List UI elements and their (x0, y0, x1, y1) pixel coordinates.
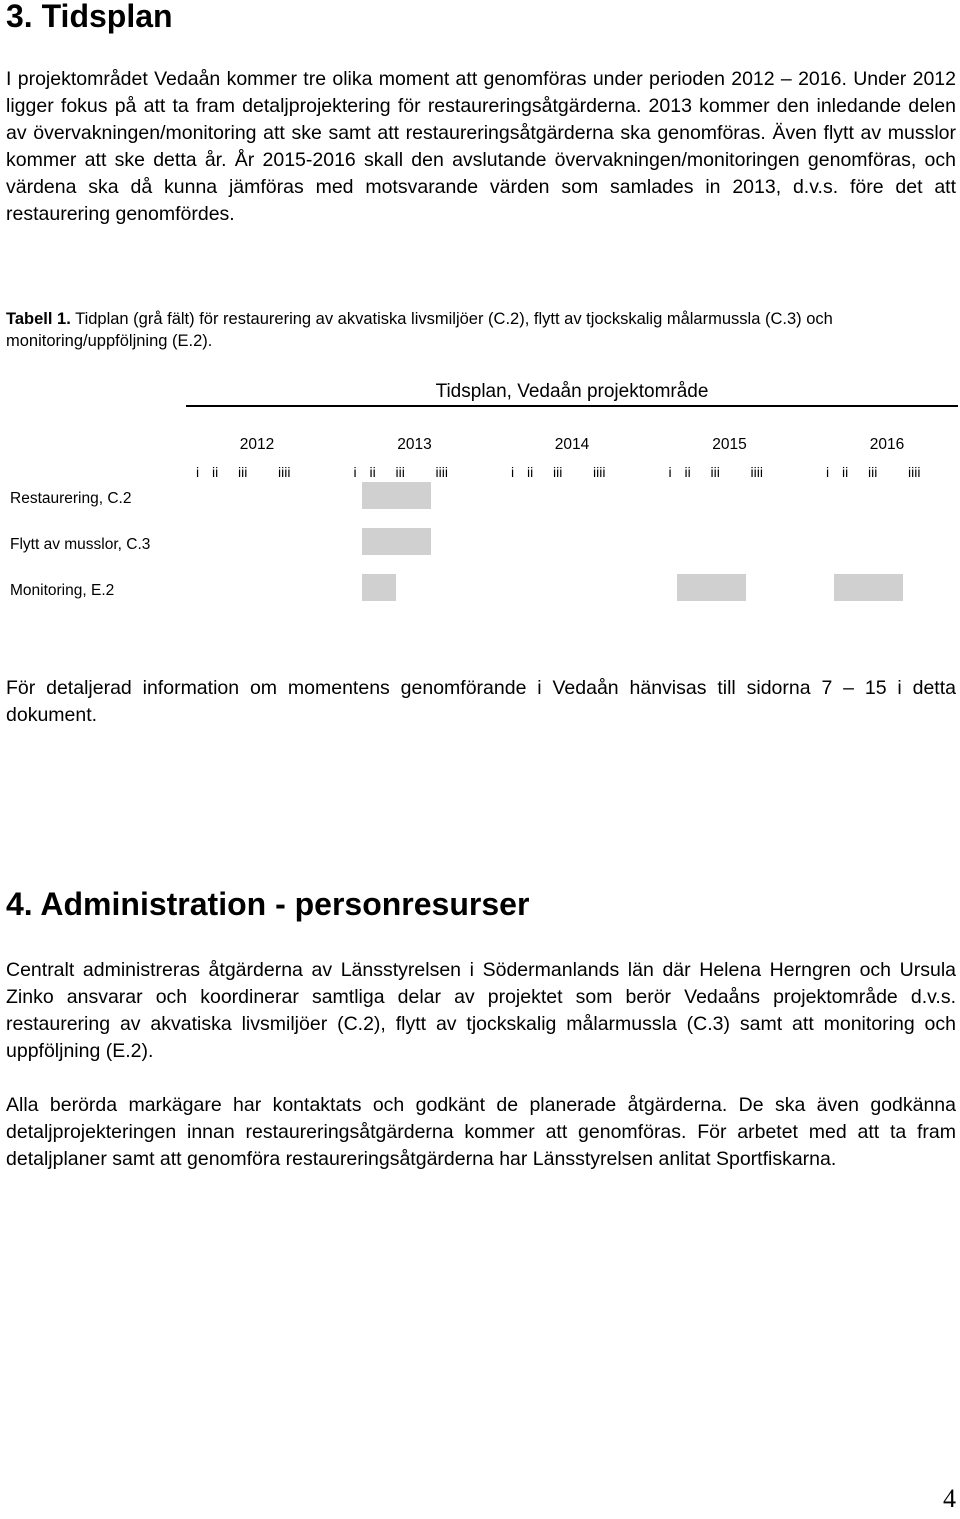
quarter-label: i (511, 464, 515, 480)
detail-reference-paragraph: För detaljerad information om momentens genomförande i Vedaån hänvisas till sidorna 7 – 15 i detta dokument. (6, 677, 956, 726)
quarter-label: iii (395, 464, 405, 480)
gantt-row-label: Monitoring, E.2 (10, 582, 115, 599)
section-4-paragraph-2: Alla berörda markägare har kontaktats och godkänt de planerade åtgärderna. De ska även godkänna detaljprojekteringen innan restaureringsåtgärderna kommer att genomföras. För arbetet med att ta fram detaljplaner samt att genomföra restaureringsåtgärderna har Länsstyrelsen anlitat Sportfiskarna. (6, 1094, 956, 1170)
quarter-label: i (196, 464, 200, 480)
year-label-2013: 2013 (397, 436, 432, 453)
table-caption-text: Tidplan (grå fält) för restaurering av akvatiska livsmiljöer (C.2), flytt av tjockskalig målarmussla (C.3) och monitoring/uppföljning (E.2). (6, 310, 833, 350)
quarter-label: i (353, 464, 357, 480)
gantt-bar (834, 574, 903, 601)
year-label-2015: 2015 (712, 436, 747, 453)
section-3-paragraph: I projektområdet Vedaån kommer tre olika moment att genomföras under perioden 2012 – 2016. Under 2012 ligger fokus på att ta fram detaljprojektering för restaureringsåtgärderna. 2013 kommer den inledande delen av övervakningen/monitoring att ske samt att restaureringsåtgärderna ska genomföras. Även flytt av musslor kommer att ske detta år. År 2015-2016 skall den avslutande övervakningen/monitoringen genomföras, och värdena ska då kunna jämföras med motsvarande värden som samlades in 2013, d.v.s. före det att restaurering genomfördes. (6, 68, 956, 225)
quarter-label: iii (710, 464, 720, 480)
gantt-title-rule (186, 405, 958, 407)
table-caption (6, 308, 956, 352)
year-label-2016: 2016 (869, 436, 905, 453)
gantt-row-label: Flytt av musslor, C.3 (10, 536, 151, 553)
quarter-label: iii (868, 464, 878, 480)
page-number: 4 (943, 1484, 956, 1513)
section-4-paragraph-1: Centralt administreras åtgärderna av Länsstyrelsen i Södermanlands län där Helena Herngren och Ursula Zinko ansvarar och koordinerar samtliga delar av projektet som berör Vedaåns projektområde d.v.s. restaurering av akvatiska livsmiljöer (C.2), flytt av tjockskalig målarmussla (C.3) samt att monitoring och uppföljning (E.2). (6, 959, 956, 1062)
table-caption-label: Tabell 1. (6, 310, 71, 328)
quarter-label: ii (369, 464, 376, 480)
quarter-label: iiii (593, 464, 606, 480)
quarter-label: iiii (278, 464, 291, 480)
quarter-label: i (826, 464, 830, 480)
gantt-title: Tidsplan, Vedaån projektområde (435, 381, 709, 402)
gantt-bar (362, 528, 431, 555)
year-label-2014: 2014 (554, 436, 590, 453)
quarter-label: iiii (908, 464, 921, 480)
section-4-title: 4. Administration - personresurser (6, 886, 530, 922)
quarter-label: ii (527, 464, 534, 480)
gantt-bar (677, 574, 746, 601)
quarter-label: iiii (435, 464, 448, 480)
year-label-2012: 2012 (239, 436, 275, 453)
gantt-bar (362, 574, 397, 601)
gantt-bar (362, 482, 431, 509)
quarter-label: iii (238, 464, 248, 480)
quarter-label: ii (684, 464, 691, 480)
section-3-title: 3. Tidsplan (6, 0, 173, 34)
gantt-row-label: Restaurering, C.2 (10, 490, 132, 507)
quarter-label: ii (842, 464, 849, 480)
quarter-label: ii (212, 464, 219, 480)
quarter-label: iiii (750, 464, 763, 480)
quarter-label: i (668, 464, 672, 480)
quarter-label: iii (553, 464, 563, 480)
